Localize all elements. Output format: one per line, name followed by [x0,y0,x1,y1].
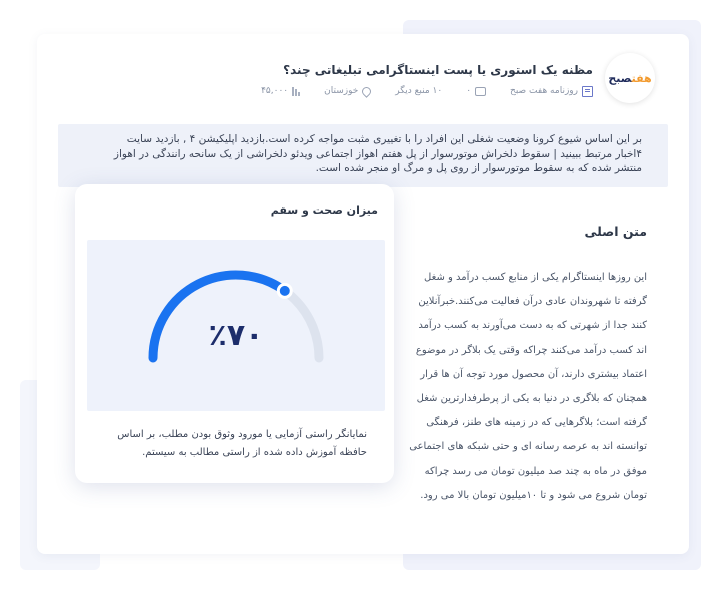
gauge-knob-dot [280,286,290,296]
publisher-logo-text: هفتصبح [608,71,652,85]
body-line: اعتماد بیشتری دارند، آن محصول مورد توجه آن ها قرار [420,368,647,380]
original-text-body [377,266,647,516]
news-meta [237,83,593,99]
comment-icon [475,87,486,96]
news-title[interactable]: مظنه یک استوری یا پست اینستاگرامی تبلیغاتی چند؟ [283,63,593,77]
accuracy-description: نمایانگر راستی آزمایی یا مورود وثوق بودن مطلب، بر اساس حافظه آموزش داده شده از راستی مطالب به سیستم. [117,429,367,458]
meta-location[interactable] [324,86,371,96]
accuracy-title: میزان صحت و سقم [270,204,378,217]
summary-box [58,124,668,187]
meta-other-sources[interactable] [395,86,442,96]
meta-source-label: روزنامه هفت صبح [510,86,578,96]
body-line: موفق در ماه به چند صد میلیون تومان می رسد چراکه [424,465,647,477]
body-line: گرفته است؛ بلاگرهایی که در زمینه های طنز، فرهنگی [426,417,647,429]
body-line: این روزها اینستاگرام یکی از منابع کسب درآمد و شغل [424,272,647,283]
meta-location-label: خوزستان [324,86,359,96]
meta-views [261,86,300,96]
location-pin-icon [360,85,373,98]
meta-source[interactable] [510,86,593,97]
summary-line: بر این اساس شیوع کرونا وضعیت شغلی این افراد را با تغییری مثبت مواجه کرده است.بازدید اپلیکیشن ۴ , بازدید سایت [126,133,642,145]
newspaper-icon [582,86,593,97]
accuracy-popup [75,184,394,483]
accuracy-percentage: ٪۷۰ [208,318,264,353]
summary-line: ۴اخبار مرتبط ببینید | سقوط دلخراش موتورسوار از پل هفتم اهواز اجتماعی ویدئو دلخراشی از یک سانحه رانندگی در اهواز [113,147,642,160]
meta-other-sources-label: ۱۰ منبع دیگر [395,86,443,96]
body-line: گرفته تا شهروندان عادی درآن فعالیت می‌کنند.خبرآنلاین [418,296,647,308]
body-line: توانسته اند به عرصه رسانه ای و حتی شبکه های اجتماعی [409,441,647,453]
bar-chart-icon [292,87,300,96]
publisher-logo[interactable] [605,53,655,103]
accuracy-gauge-panel [87,240,385,411]
meta-comments[interactable] [466,86,486,96]
body-line: اند کسب درآمد می‌کنند چراکه وقتی یک بلاگر در موضوع [415,344,647,356]
meta-comments-count: ۰ [466,86,472,96]
body-line: همچنان که بلاگری در دنیا به یکی از پرطرفدارترین شغل [416,392,647,404]
summary-line: منتشر شده که به سقوط موتورسوار از روی پل و مرگ او منجر شده است. [315,162,642,174]
news-header [37,34,689,124]
body-line: کنند جدا از شهرتی که به دست می‌آورند به کسب درآمد [418,320,647,332]
meta-views-count: ۴۵,۰۰۰ [261,86,289,96]
body-line: تومان شروع می شود و تا ۱۰میلیون تومان بالا می رود. [420,489,647,501]
original-text-title: متن اصلی [584,224,647,239]
